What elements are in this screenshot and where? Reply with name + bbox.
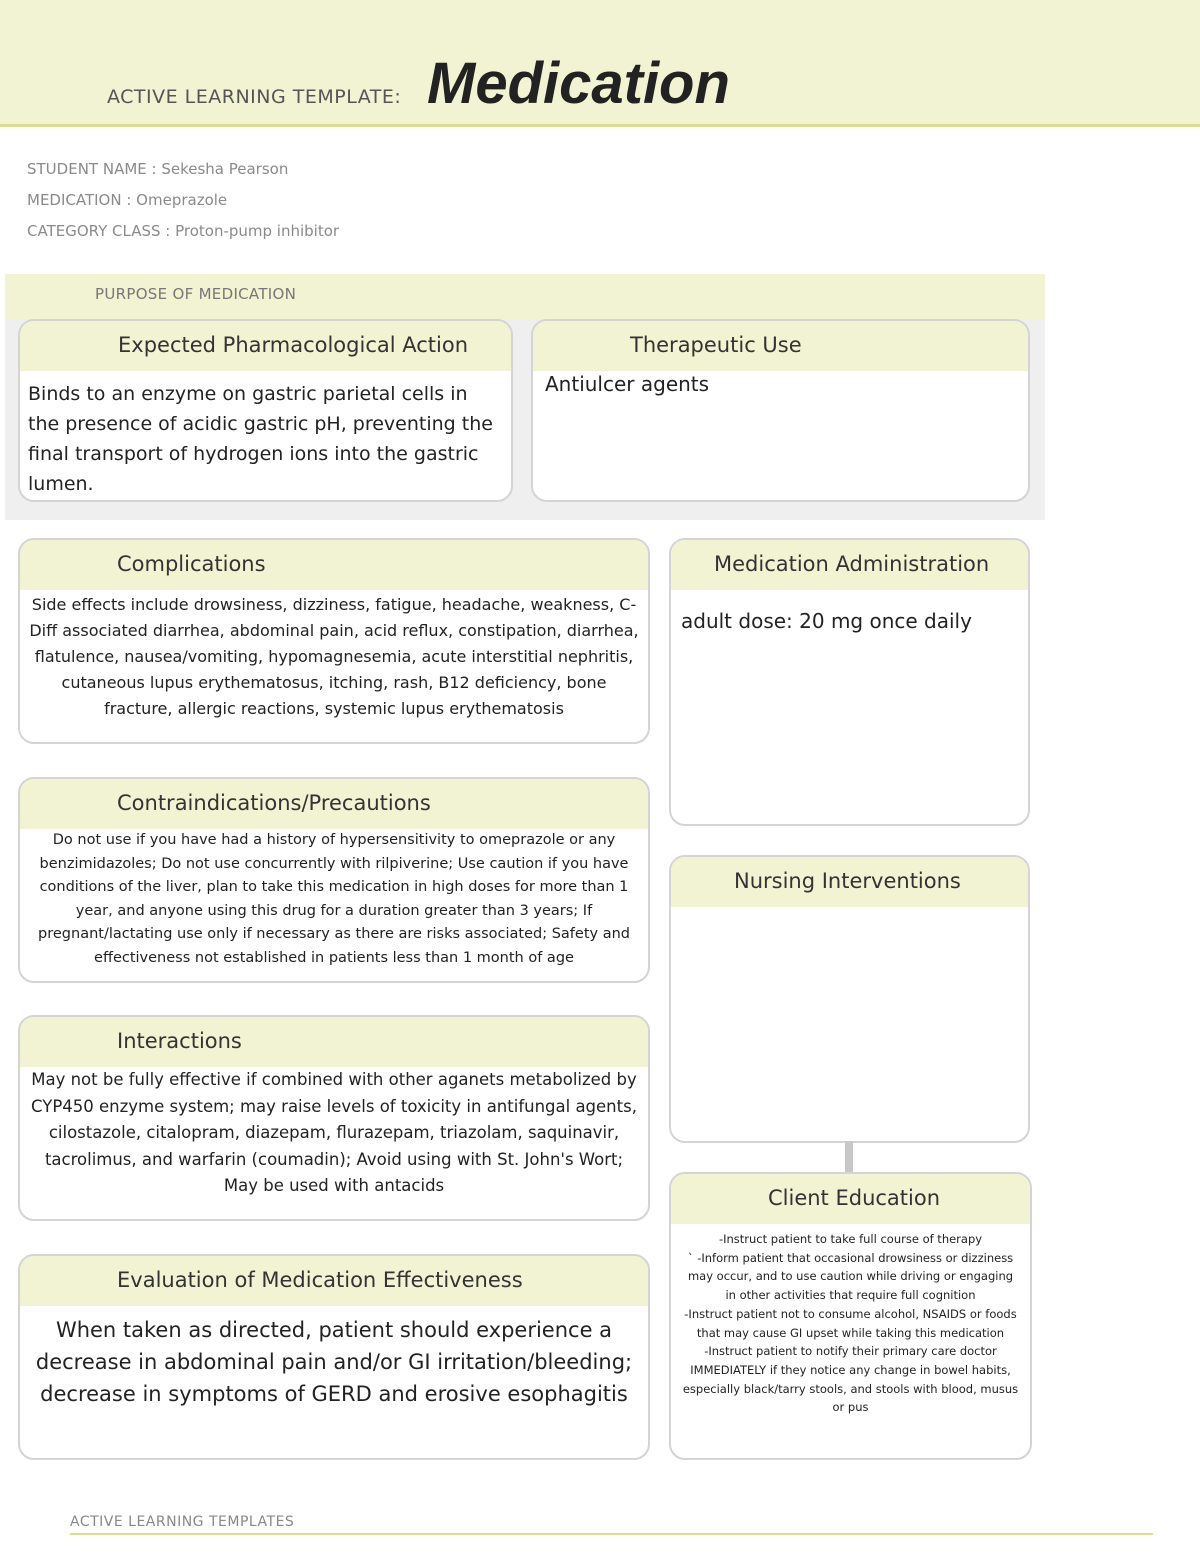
evaluation-text: When taken as directed, patient should experience a decrease in abdominal pain and/or GI irritation/bleeding; decrease in symptoms of GERD and erosive esophagitis	[35, 1318, 633, 1406]
template-label: ACTIVE LEARNING TEMPLATE:	[107, 86, 402, 108]
administration-text: adult dose: 20 mg once daily	[681, 609, 972, 633]
nursing-interventions-title: Nursing Interventions	[734, 869, 961, 893]
contraindications-text: Do not use if you have had a history of hypersensitivity to omeprazole or any benzimidazoles; Do not use concurrently with rilpiverine; Use caution if you have conditions of the liver, plan to take this medication in high doses for more than 1 year, and anyone using this drug for a duration greater than 3 years; If pregnant/lactating use only if necessary as there are risks associated; Safety and effectiveness not established in patients less than 1 month of age	[38, 832, 630, 966]
expected-action-title: Expected Pharmacological Action	[118, 333, 469, 357]
complications-text: Side effects include drowsiness, dizziness, fatigue, headache, weakness, C-Diff associated diarrhea, abdominal pain, acid reflux, constipation, diarrhea, flatulence, nausea/vomiting, hypomagnesemia, acute interstitial nephritis, cutaneous lupus erythematosus, itching, rash, B12 deficiency, bone fracture, allergic reactions, systemic lupus erythematosis	[29, 595, 639, 718]
interactions-box	[18, 1015, 650, 1221]
complications-box	[18, 538, 650, 744]
purpose-heading-label: PURPOSE OF MEDICATION	[95, 285, 297, 303]
contraindications-title: Contraindications/Precautions	[117, 791, 431, 815]
client-education-item: -Instruct patient not to consume alcohol, NSAIDS or foods that may cause GI upset while taking this medication	[684, 1306, 1017, 1340]
therapeutic-use-box	[531, 319, 1030, 502]
client-education-item: -Instruct patient to take full course of therapy	[718, 1232, 983, 1246]
page-title: Medication	[427, 51, 730, 116]
contraindications-box	[18, 777, 650, 983]
client-education-item: ` -Inform patient that occasional drowsiness or dizziness may occur, and to use caution while driving or engaging in other activities that require full cognition	[687, 1250, 1014, 1303]
administration-box	[669, 538, 1030, 826]
footer-label: ACTIVE LEARNING TEMPLATES	[70, 1514, 295, 1530]
student-name: STUDENT NAME : Sekesha Pearson	[27, 160, 289, 178]
expected-action-box	[18, 319, 513, 502]
client-education-box	[669, 1172, 1032, 1460]
therapeutic-use-title: Therapeutic Use	[630, 333, 802, 357]
footer-divider	[70, 1533, 1153, 1535]
category-class: CATEGORY CLASS : Proton-pump inhibitor	[27, 222, 340, 240]
complications-title: Complications	[117, 552, 266, 576]
administration-title: Medication Administration	[714, 552, 990, 576]
therapeutic-use-text: Antiulcer agents	[545, 372, 710, 396]
purpose-heading	[5, 274, 1045, 320]
expected-action-text: Binds to an enzyme on gastric parietal cells in the presence of acidic gastric pH, preventing the final transport of hydrogen ions into the gastric lumen.	[28, 383, 493, 495]
interactions-title: Interactions	[117, 1029, 242, 1053]
client-education-list	[671, 1224, 1030, 1417]
evaluation-title: Evaluation of Medication Effectiveness	[117, 1268, 523, 1292]
page-header	[0, 0, 1200, 127]
client-education-item: -Instruct patient to notify their primary care doctor IMMEDIATELY if they notice any change in bowel habits, especially black/tarry stools, and stools with blood, musus or pus	[682, 1344, 1019, 1415]
nursing-interventions-box	[669, 855, 1030, 1143]
box-connector	[845, 1141, 853, 1173]
medication-name: MEDICATION : Omeprazole	[27, 191, 228, 209]
evaluation-box	[18, 1254, 650, 1460]
client-education-title: Client Education	[768, 1186, 941, 1210]
interactions-text: May not be fully effective if combined with other aganets metabolized by CYP450 enzyme system; may raise levels of toxicity in antifungal agents, cilostazole, citalopram, diazepam, flurazepam, triazolam, saquinavir, tacrolimus, and warfarin (coumadin); Avoid using with St. John's Wort; May be used with antacids	[31, 1070, 637, 1195]
